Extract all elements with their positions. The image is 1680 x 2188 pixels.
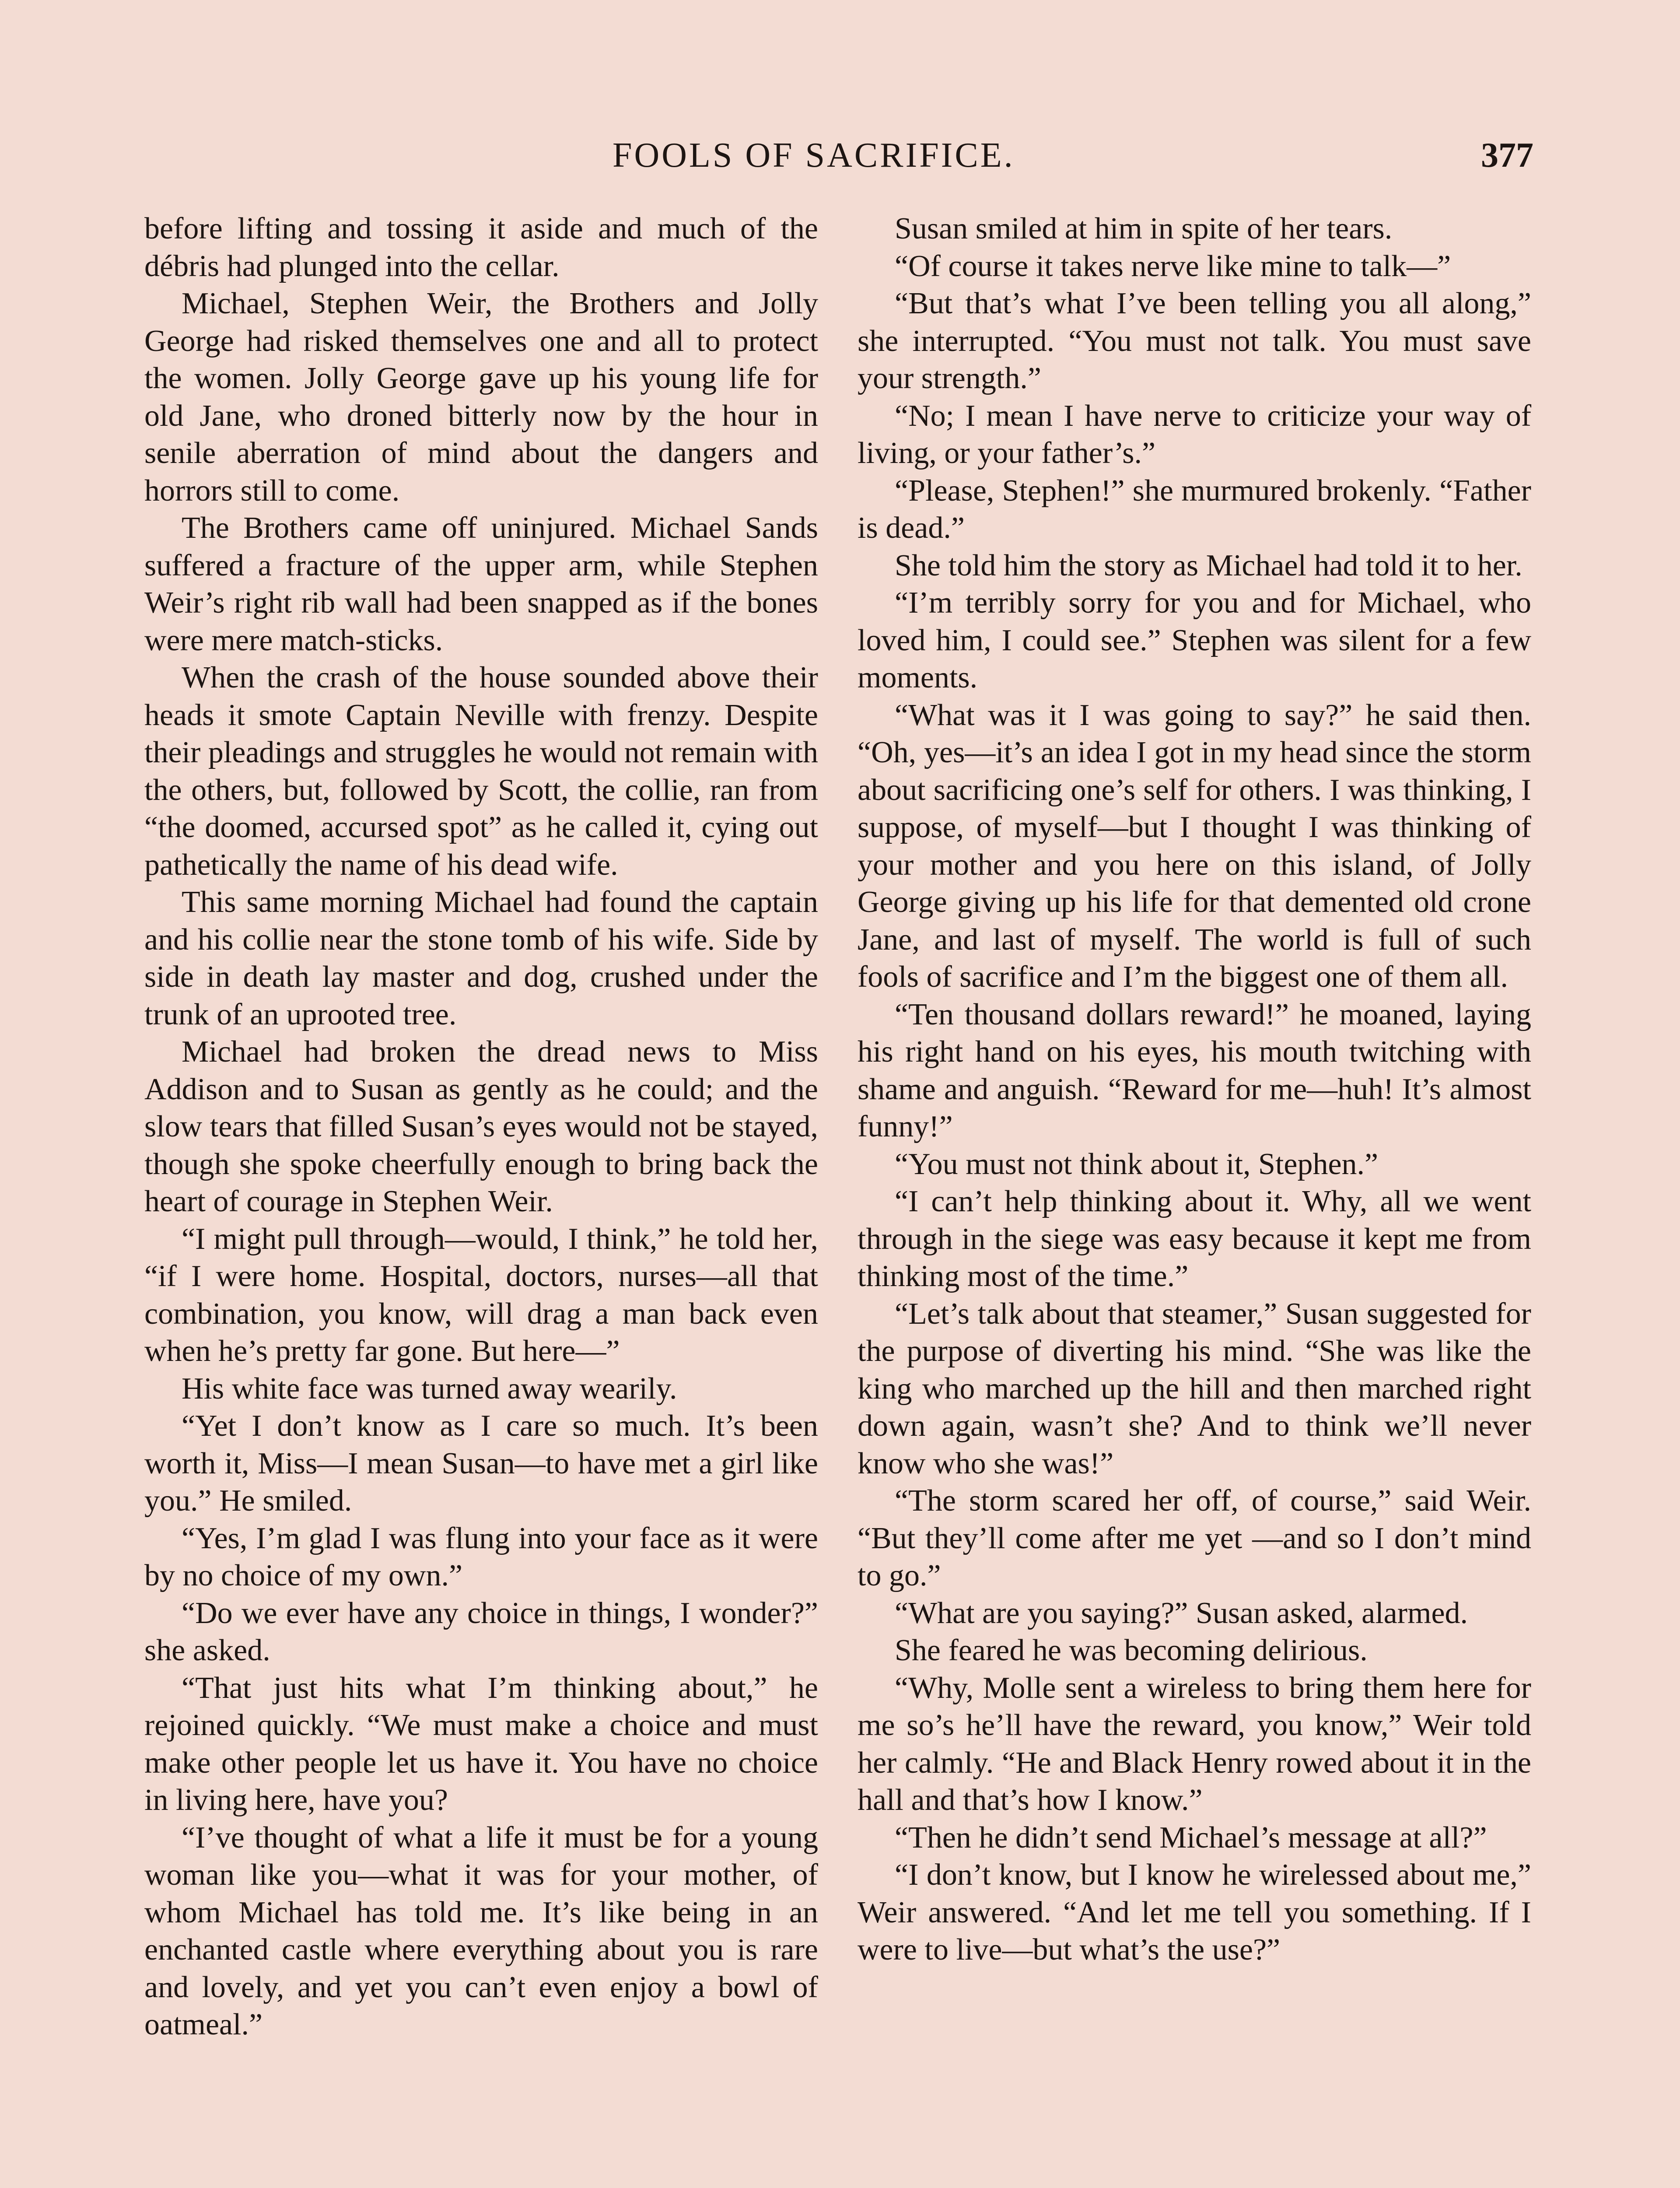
paragraph: “Let’s talk about that steamer,” Susan suggested for the purpose of diverting his mind. “She was like the king who marched up the hill and then marched right down again, wasn’t she? And to think we’ll never know who she was!” — [858, 1297, 1531, 1480]
paragraph: This same morning Michael had found the captain and his collie near the stone tomb of his wife. Side by side in death lay master and dog, crushed under the trunk of an uprooted tree. — [144, 885, 818, 1031]
paragraph: When the crash of the house sounded above their heads it smote Captain Neville with frenzy. Despite their pleadings and struggles he would not remain with the others, but, followed by Scott, the collie, ran from “the doomed, accursed spot” as he called it, cying out pathetically the name of his dead wife. — [144, 661, 818, 882]
paragraph: “Of course it takes nerve like mine to talk—” — [895, 249, 1451, 283]
paragraph: “That just hits what I’m thinking about,” he rejoined quickly. “We must make a choice and must make other people let us have it. You have no choice in living here, have you? — [144, 1671, 818, 1817]
paragraph: before lifting and tossing it aside and much of the débris had plunged into the cellar. — [144, 212, 818, 283]
paragraph: She feared he was becoming delirious. — [895, 1634, 1368, 1667]
page-number: 377 — [1481, 136, 1533, 175]
paragraph: Michael had broken the dread news to Miss Addison and to Susan as gently as he could; and the slow tears that filled Susan’s eyes would not be stayed, though she spoke cheerfully enough to bring back the heart of courage in Stephen Weir. — [144, 1035, 818, 1218]
paragraph: “What was it I was going to say?” he said then. “Oh, yes—it’s an idea I got in my head since the storm about sacrificing one’s self for others. I was thinking, I suppose, of myself—but I thought I was thinking of your mother and you here on this island, of Jolly George giving up his life for that demented old crone Jane, and last of myself. The world is full of such fools of sacrifice and I’m the biggest one of them all. — [858, 698, 1531, 994]
paragraph: “Yet I don’t know as I care so much. It’s been worth it, Miss—I mean Susan—to have met a girl like you.” He smiled. — [144, 1409, 818, 1518]
paragraph: The Brothers came off uninjured. Michael Sands suffered a fracture of the upper arm, while Stephen Weir’s right rib wall had been snapped as if the bones were mere match-sticks. — [144, 511, 818, 657]
paragraph: “No; I mean I have nerve to criticize your way of living, or your father’s.” — [858, 399, 1531, 470]
paragraph: Susan smiled at him in spite of her tears. — [895, 212, 1393, 245]
paragraph: “Then he didn’t send Michael’s message at all?” — [895, 1820, 1487, 1855]
paragraph: “You must not think about it, Stephen.” — [895, 1147, 1379, 1181]
right-column — [858, 210, 1531, 1969]
paragraph: “Yes, I’m glad I was flung into your face as it were by no choice of my own.” — [144, 1521, 818, 1592]
paragraph: “Ten thousand dollars reward!” he moaned, laying his right hand on his eyes, his mouth twitching with shame and anguish. “Reward for me—huh! It’s almost funny!” — [858, 997, 1531, 1143]
paragraph: Michael, Stephen Weir, the Brothers and Jolly George had risked themselves one and all to protect the women. Jolly George gave up his young life for old Jane, who droned bitterly now by the hour in senile aberration of mind about the dangers and horrors still to come. — [144, 287, 818, 508]
paragraph: “I can’t help thinking about it. Why, all we went through in the siege was easy because it kept me from thinking most of the time.” — [858, 1185, 1531, 1293]
running-title: FOOLS OF SACRIFICE. — [612, 136, 1015, 175]
page-header — [0, 133, 1680, 182]
paragraph: “Do we ever have any choice in things, I wonder?” she asked. — [144, 1596, 818, 1667]
left-column — [144, 210, 818, 2044]
paragraph: “I’m terribly sorry for you and for Michael, who loved him, I could see.” Stephen was silent for a few moments. — [858, 586, 1531, 694]
paragraph: “I don’t know, but I know he wirelessed about me,” Weir answered. “And let me tell you something. If I were to live—but what’s the use?” — [858, 1858, 1531, 1967]
paragraph: “But that’s what I’ve been telling you all along,” she interrupted. “You must not talk. You must save your strength.” — [858, 287, 1531, 395]
paragraph: “Why, Molle sent a wireless to bring them here for me so’s he’ll have the reward, you know,” Weir told her calmly. “He and Black Henry rowed about it in the hall and that’s how I know.” — [858, 1671, 1531, 1817]
paragraph: “I’ve thought of what a life it must be for a young woman like you—what it was for your mother, of whom Michael has told me. It’s like being in an enchanted castle where everything about you is rare and lovely, and yet you can’t even enjoy a bowl of oatmeal.” — [144, 1820, 818, 2041]
paragraph: His white face was turned away wearily. — [182, 1371, 677, 1406]
paragraph: “The storm scared her off, of course,” said Weir. “But they’ll come after me yet —and so I don’t mind to go.” — [858, 1484, 1531, 1592]
paragraph: She told him the story as Michael had told it to her. — [895, 548, 1522, 582]
paragraph: “I might pull through—would, I think,” he told her, “if I were home. Hospital, doctors, nurses—all that combination, you know, will drag a man back even when he’s pretty far gone. But here—” — [144, 1222, 818, 1368]
paragraph: “Please, Stephen!” she murmured brokenly. “Father is dead.” — [858, 473, 1531, 545]
paragraph: “What are you saying?” Susan asked, alarmed. — [895, 1596, 1468, 1630]
